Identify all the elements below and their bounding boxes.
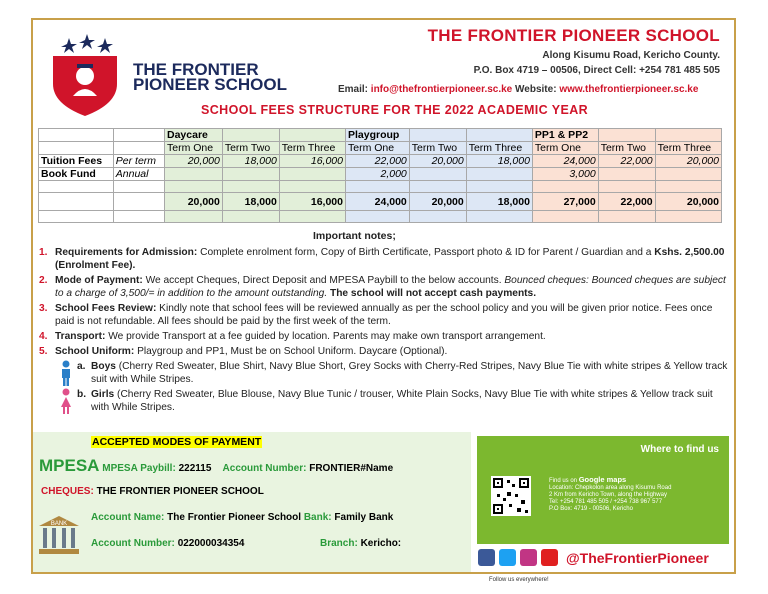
twitter-icon[interactable] [499, 549, 516, 566]
notes-heading: Important notes; [313, 230, 396, 242]
po-box: P.O. Box 4719 – 00506, Direct Cell: +254 781 485 505 [473, 65, 720, 76]
totals-row: 20,000 18,000 16,000 24,000 20,000 18,000 27,000 22,000 20,000 [39, 193, 722, 211]
payment-title: ACCEPTED MODES OF PAYMENT [92, 436, 262, 448]
address: Along Kisumu Road, Kericho County. [542, 50, 720, 61]
instagram-icon[interactable] [520, 549, 537, 566]
mpesa-line: MPESA MPESA Paybill: 222115 Account Number: FRONTIER#Name [39, 456, 394, 475]
follow-text: Follow us everywhere! [489, 577, 549, 583]
uniform-boys: a. Boys (Cherry Red Sweater, Blue Shirt, Navy Blue Short, Grey Socks with Cherry-Red Stripes, Navy Blue Tie with white stripes & Yellow track suit with While Stripes. [59, 360, 733, 386]
email-link[interactable]: info@thefrontierpioneer.sc.ke [370, 84, 513, 95]
fees-structure-title: SCHOOL FEES STRUCTURE FOR THE 2022 ACADEMIC YEAR [201, 103, 589, 117]
find-us-panel [477, 436, 729, 544]
mpesa-logo: MPESA [39, 456, 100, 475]
website-link[interactable]: www.thefrontierpioneer.sc.ke [559, 84, 699, 95]
bank-account-number-line: Account Number: 022000034354 Branch: Kericho: [91, 538, 402, 549]
table-row: Book Fund Annual 2,000 3,000 [39, 168, 722, 181]
school-name-wordmark: THE FRONTIER PIONEER SCHOOL [133, 60, 287, 94]
google-maps-info: Find us on Google maps Location: Chepkolon area along Kisumu Road 2 Km from Kericho Town, along the Highway Tel: +254 781 485 505 / +254 738 967 577 P.O Box: 4719 - 00506, Kericho [549, 475, 672, 512]
bank-icon [37, 514, 81, 558]
table-row: Tuition Fees Per term 20,000 18,000 16,000 22,000 20,000 18,000 24,000 22,000 20,000 [39, 155, 722, 168]
notes-list [39, 246, 733, 416]
cheques-line: CHEQUES: THE FRONTIER PIONEER SCHOOL [41, 486, 264, 497]
find-us-title: Where to find us [640, 444, 719, 455]
header-block [428, 26, 720, 76]
youtube-icon[interactable] [541, 549, 558, 566]
uniform-girls: b. Girls (Cherry Red Sweater, Blue Blouse, Navy Blue Tunic / trouser, White Plain Socks, Navy Blue Tie with white stripes & Yellow track suit with While Stripes. [59, 388, 733, 414]
note-admission: 1. Requirements for Admission: Complete enrolment form, Copy of Birth Certificate, Passport photo & ID for Parent / Guardian and a Kshs. 2,500.00 (Enrolment Fee). [39, 247, 725, 271]
qr-code-icon[interactable] [491, 476, 531, 516]
bank-account-name-line: Account Name: The Frontier Pioneer School Bank: Family Bank [91, 512, 394, 523]
note-fees-review: 3. School Fees Review: Kindly note that school fees will be reviewed annually as per the school policy and you will be given prior notice. Fees once paid is not refundable. All fees should be paid by the first week of the term. [39, 303, 713, 327]
svg-text:BANK: BANK [50, 521, 68, 527]
payment-panel [33, 432, 471, 572]
note-transport: 4. Transport: We provide Transport at a fee guided by location. Parents may make own transport arrangement. [39, 331, 546, 342]
flyer-frame [31, 18, 736, 583]
girl-icon [59, 388, 73, 414]
social-links [478, 549, 709, 566]
note-payment: 2. Mode of Payment: We accept Cheques, Direct Deposit and MPESA Paybill to the below accounts. Bounced cheques: Bounced cheques are subject to a charge of 3,500/= in addition to the amount outstanding. The school will not accept cash payments. [39, 275, 726, 299]
fees-table: Daycare Playgroup PP1 & PP2 Term One Term Two Term Three Term One Term Two Term Three Term One Term Two Term Three Tuition Fees Per term 20,000 18,000 16,000 22,000 20,000 18,000 24,000 22,000 20,000 Book Fund Annual 2,000 3,000 20,000 18,000 16,000 24,000 20,000 18,000 27,000 22,000 20,000 [38, 128, 722, 223]
note-uniform: 5. School Uniform: Playgroup and PP1, Must be on School Uniform. Daycare (Optional). [39, 346, 448, 357]
school-title: THE FRONTIER PIONEER SCHOOL [427, 26, 720, 45]
contact-line: Email: info@thefrontierpioneer.sc.ke Website: www.thefrontierpioneer.sc.ke [338, 84, 699, 95]
facebook-icon[interactable] [478, 549, 495, 566]
school-crest-logo [45, 34, 125, 116]
boy-icon [59, 360, 73, 386]
social-handle[interactable]: @TheFrontierPioneer [566, 549, 709, 566]
